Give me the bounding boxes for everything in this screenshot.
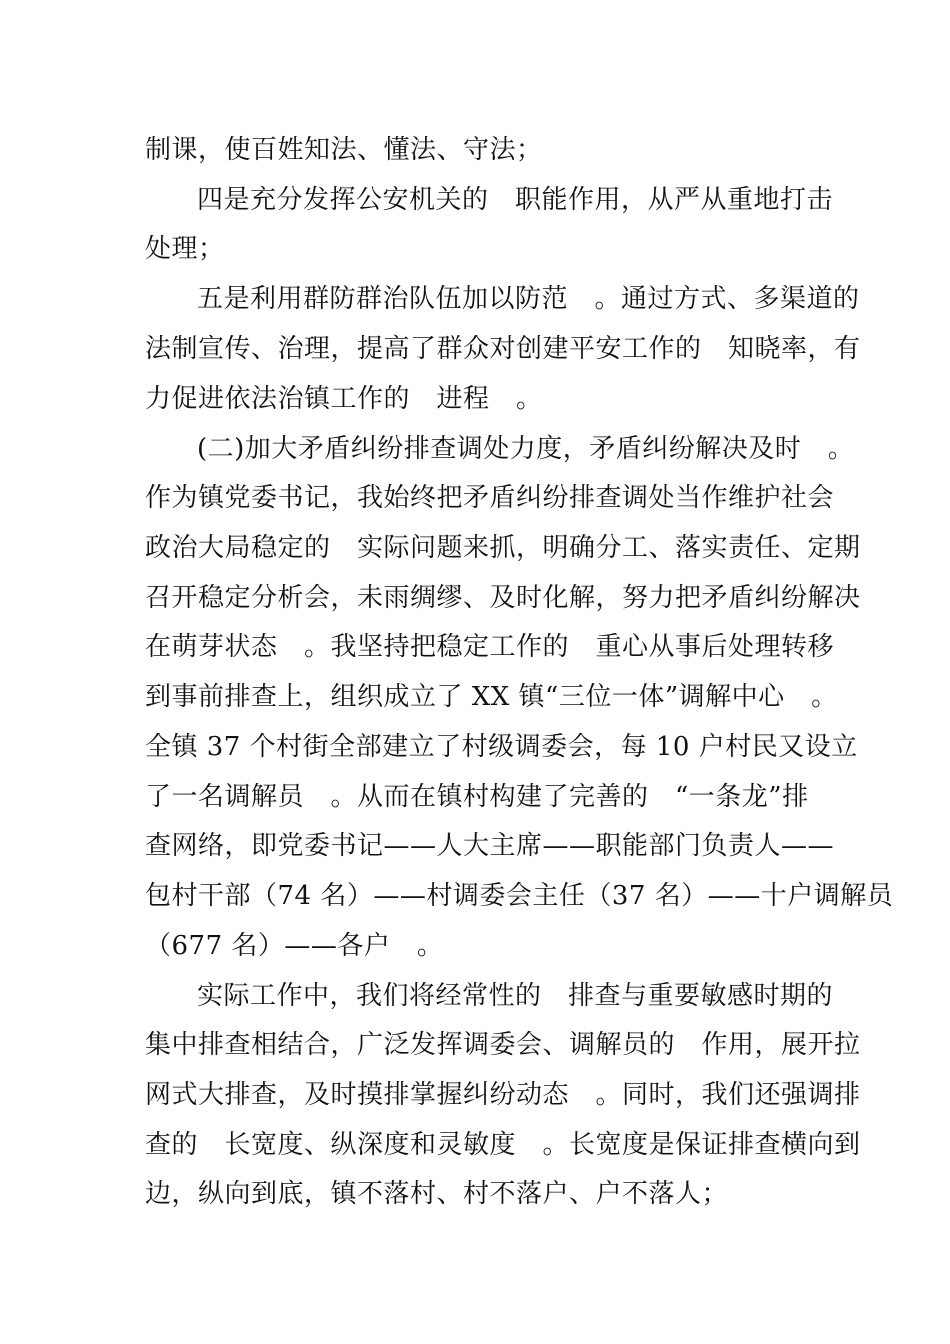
text-line: 召开稳定分析会，未雨绸缪、及时化解，努力把矛盾纠纷解决 [145, 583, 861, 613]
text-line: 边，纵向到底，镇不落村、村不落户、户不落人； [145, 1179, 729, 1209]
text-line: 政治大局稳定的 实际问题来抓，明确分工、落实责任、定期 [145, 533, 861, 563]
text-line: 包村干部（74 名）——村调委会主任（37 名）——十户调解员 [145, 881, 894, 911]
text-line: 到事前排查上，组织成立了 XX 镇“三位一体”调解中心 。 [145, 682, 838, 712]
text-line: (二)加大矛盾纠纷排查调处力度，矛盾纠纷解决及时 。 [197, 434, 855, 464]
text-line: 在萌芽状态 。我坚持把稳定工作的 重心从事后处理转移 [145, 632, 835, 662]
text-line: 查的 长宽度、纵深度和灵敏度 。长宽度是保证排查横向到 [145, 1130, 861, 1160]
text-line: 作为镇党委书记，我始终把矛盾纠纷排查调处当作维护社会 [145, 483, 835, 513]
text-line: （677 名）——各户 。 [145, 931, 444, 961]
text-line: 四是充分发挥公安机关的 职能作用，从严从重地打击 [197, 185, 834, 215]
text-line: 全镇 37 个村街全部建立了村级调委会，每 10 户村民又设立 [145, 732, 858, 762]
text-line: 五是利用群防群治队伍加以防范 。通过方式、多渠道的 [197, 284, 860, 314]
text-line: 制课，使百姓知法、懂法、守法； [145, 135, 543, 165]
text-line: 网式大排查，及时摸排掌握纠纷动态 。同时，我们还强调排 [145, 1080, 861, 1110]
text-line: 处理； [145, 234, 225, 264]
text-line: 了一名调解员 。从而在镇村构建了完善的 “一条龙”排 [145, 782, 809, 812]
text-line: 力促进依法治镇工作的 进程 。 [145, 384, 543, 414]
text-line: 实际工作中，我们将经常性的 排查与重要敏感时期的 [197, 981, 834, 1011]
text-line: 查网络，即党委书记——人大主席——职能部门负责人—— [145, 831, 835, 861]
text-line: 法制宣传、治理，提高了群众对创建平安工作的 知晓率，有 [145, 334, 861, 364]
text-line: 集中排查相结合，广泛发挥调委会、调解员的 作用，展开拉 [145, 1030, 861, 1060]
